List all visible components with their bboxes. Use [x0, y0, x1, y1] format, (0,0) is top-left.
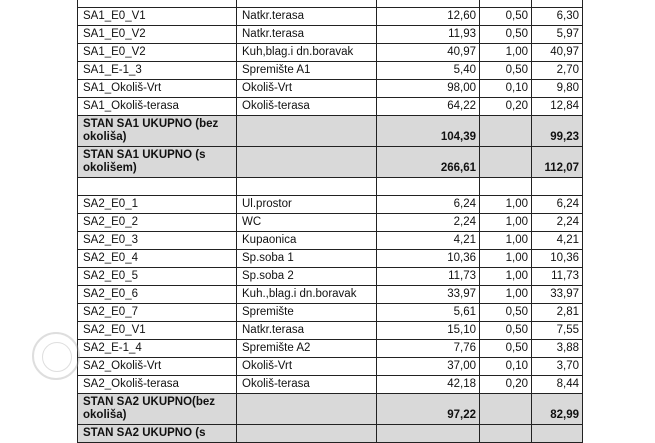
- row-area: 6,24: [377, 196, 480, 214]
- row-area: 10,36: [377, 250, 480, 268]
- row-id: SA2_E0_4: [78, 250, 237, 268]
- sa1-summary: [78, 116, 583, 196]
- row-id: SA2_E0_2: [78, 214, 237, 232]
- row-coef: 0,20: [480, 376, 532, 394]
- row-name: WC: [237, 214, 377, 232]
- summary-value: 99,23: [532, 116, 583, 147]
- row-coef: 0,50: [480, 322, 532, 340]
- table-row: [78, 376, 583, 394]
- table-row: [78, 196, 583, 214]
- row-value: 2,24: [532, 214, 583, 232]
- row-area: 15,10: [377, 322, 480, 340]
- table-row: [78, 8, 583, 26]
- row-id: SA1_E0_V2: [78, 44, 237, 62]
- row-value: 11,73: [532, 268, 583, 286]
- row-value: 3,70: [532, 358, 583, 376]
- table-row: [78, 304, 583, 322]
- row-area: 11,93: [377, 26, 480, 44]
- row-id: SA1_E0_V2: [78, 26, 237, 44]
- summary-value: 82,99: [532, 394, 583, 425]
- row-name: Natkr.terasa: [237, 8, 377, 26]
- row-area: 40,97: [377, 44, 480, 62]
- row-value: 5,97: [532, 26, 583, 44]
- table-row: [78, 62, 583, 80]
- area-table: [77, 0, 583, 443]
- row-coef: 0,50: [480, 26, 532, 44]
- row-coef: 0,10: [480, 358, 532, 376]
- summary-area: 104,39: [377, 116, 480, 147]
- row-id: SA1_E-1_3: [78, 62, 237, 80]
- row-area: 5,61: [377, 304, 480, 322]
- row-coef: 1,00: [480, 196, 532, 214]
- row-coef: 0,50: [480, 8, 532, 26]
- table-row: [78, 232, 583, 250]
- table-row: [78, 80, 583, 98]
- summary-row-sa1-s: [78, 147, 583, 178]
- summary-row-sa2-bez: [78, 394, 583, 425]
- table-row: [78, 44, 583, 62]
- row-value: 9,80: [532, 80, 583, 98]
- row-name: Sp.soba 2: [237, 268, 377, 286]
- row-value: 33,97: [532, 286, 583, 304]
- row-value: 3,88: [532, 340, 583, 358]
- row-coef: 1,00: [480, 250, 532, 268]
- summary-area: 266,61: [377, 147, 480, 178]
- sa1-rows: [78, 0, 583, 116]
- table-row: [78, 26, 583, 44]
- row-value: 8,44: [532, 376, 583, 394]
- row-id: SA1_E0_V1: [78, 8, 237, 26]
- row-coef: 0,50: [480, 62, 532, 80]
- row-area: 37,00: [377, 358, 480, 376]
- summary-label: STAN SA2 UKUPNO (s: [78, 425, 237, 443]
- row-id: SA2_E0_3: [78, 232, 237, 250]
- row-name: Kupaonica: [237, 232, 377, 250]
- row-name: Ul.prostor: [237, 196, 377, 214]
- summary-area: 97,22: [377, 394, 480, 425]
- row-coef: 0,10: [480, 80, 532, 98]
- row-id: SA2_Okoliš-terasa: [78, 376, 237, 394]
- row-id: SA2_E0_V1: [78, 322, 237, 340]
- row-coef: 1,00: [480, 232, 532, 250]
- row-area: 42,18: [377, 376, 480, 394]
- row-name: Okoliš-Vrt: [237, 80, 377, 98]
- row-value: 7,55: [532, 322, 583, 340]
- row-area: 2,24: [377, 214, 480, 232]
- summary-row-sa2-s-partial: [78, 425, 583, 443]
- table-row: [78, 322, 583, 340]
- table-row: [78, 250, 583, 268]
- row-name: Spremište: [237, 304, 377, 322]
- summary-label: STAN SA1 UKUPNO (s okolišem): [78, 147, 237, 178]
- row-name: Spremište A2: [237, 340, 377, 358]
- row-id: SA2_Okoliš-Vrt: [78, 358, 237, 376]
- row-value: 12,84: [532, 98, 583, 116]
- row-value: 10,36: [532, 250, 583, 268]
- row-value: 2,70: [532, 62, 583, 80]
- watermark-stamp-icon: [32, 332, 80, 380]
- row-value: 6,30: [532, 8, 583, 26]
- row-id: SA2_E0_5: [78, 268, 237, 286]
- table-row: [78, 286, 583, 304]
- row-coef: 1,00: [480, 286, 532, 304]
- row-coef: 1,00: [480, 214, 532, 232]
- row-area: 11,73: [377, 268, 480, 286]
- row-area: 64,22: [377, 98, 480, 116]
- table-row: [78, 214, 583, 232]
- row-id: SA2_E0_7: [78, 304, 237, 322]
- summary-label: STAN SA2 UKUPNO(bez okoliša): [78, 394, 237, 425]
- row-name: Okoliš-Vrt: [237, 358, 377, 376]
- row-name: Okoliš-terasa: [237, 98, 377, 116]
- row-value: 6,24: [532, 196, 583, 214]
- area-table-sheet: [77, 0, 583, 443]
- row-id: SA1_Okoliš-Vrt: [78, 80, 237, 98]
- summary-value: 112,07: [532, 147, 583, 178]
- row-value: 2,81: [532, 304, 583, 322]
- sa2-summary: [78, 394, 583, 443]
- row-area: 5,40: [377, 62, 480, 80]
- row-area: 12,60: [377, 8, 480, 26]
- row-area: 4,21: [377, 232, 480, 250]
- table-row-cut-top: [78, 0, 583, 8]
- summary-label: STAN SA1 UKUPNO (bez okoliša): [78, 116, 237, 147]
- row-value: 4,21: [532, 232, 583, 250]
- row-id: SA2_E0_1: [78, 196, 237, 214]
- row-coef: 1,00: [480, 268, 532, 286]
- table-row: [78, 340, 583, 358]
- row-coef: 0,50: [480, 340, 532, 358]
- row-id: SA1_Okoliš-terasa: [78, 98, 237, 116]
- row-id: SA2_E0_6: [78, 286, 237, 304]
- row-area: 98,00: [377, 80, 480, 98]
- row-value: 40,97: [532, 44, 583, 62]
- row-area: 7,76: [377, 340, 480, 358]
- row-name: Spremište A1: [237, 62, 377, 80]
- row-coef: 0,20: [480, 98, 532, 116]
- row-name: Kuh,blag.i dn.boravak: [237, 44, 377, 62]
- table-row: [78, 268, 583, 286]
- table-row: [78, 358, 583, 376]
- row-name: Natkr.terasa: [237, 322, 377, 340]
- table-row-blank: [78, 178, 583, 196]
- table-row: [78, 98, 583, 116]
- summary-row-sa1-bez: [78, 116, 583, 147]
- row-name: Kuh.,blag.i dn.boravak: [237, 286, 377, 304]
- row-coef: 0,50: [480, 304, 532, 322]
- row-name: Natkr.terasa: [237, 26, 377, 44]
- sa2-rows: [78, 196, 583, 394]
- row-id: SA2_E-1_4: [78, 340, 237, 358]
- row-name: Sp.soba 1: [237, 250, 377, 268]
- row-name: Okoliš-terasa: [237, 376, 377, 394]
- row-area: 33,97: [377, 286, 480, 304]
- row-coef: 1,00: [480, 44, 532, 62]
